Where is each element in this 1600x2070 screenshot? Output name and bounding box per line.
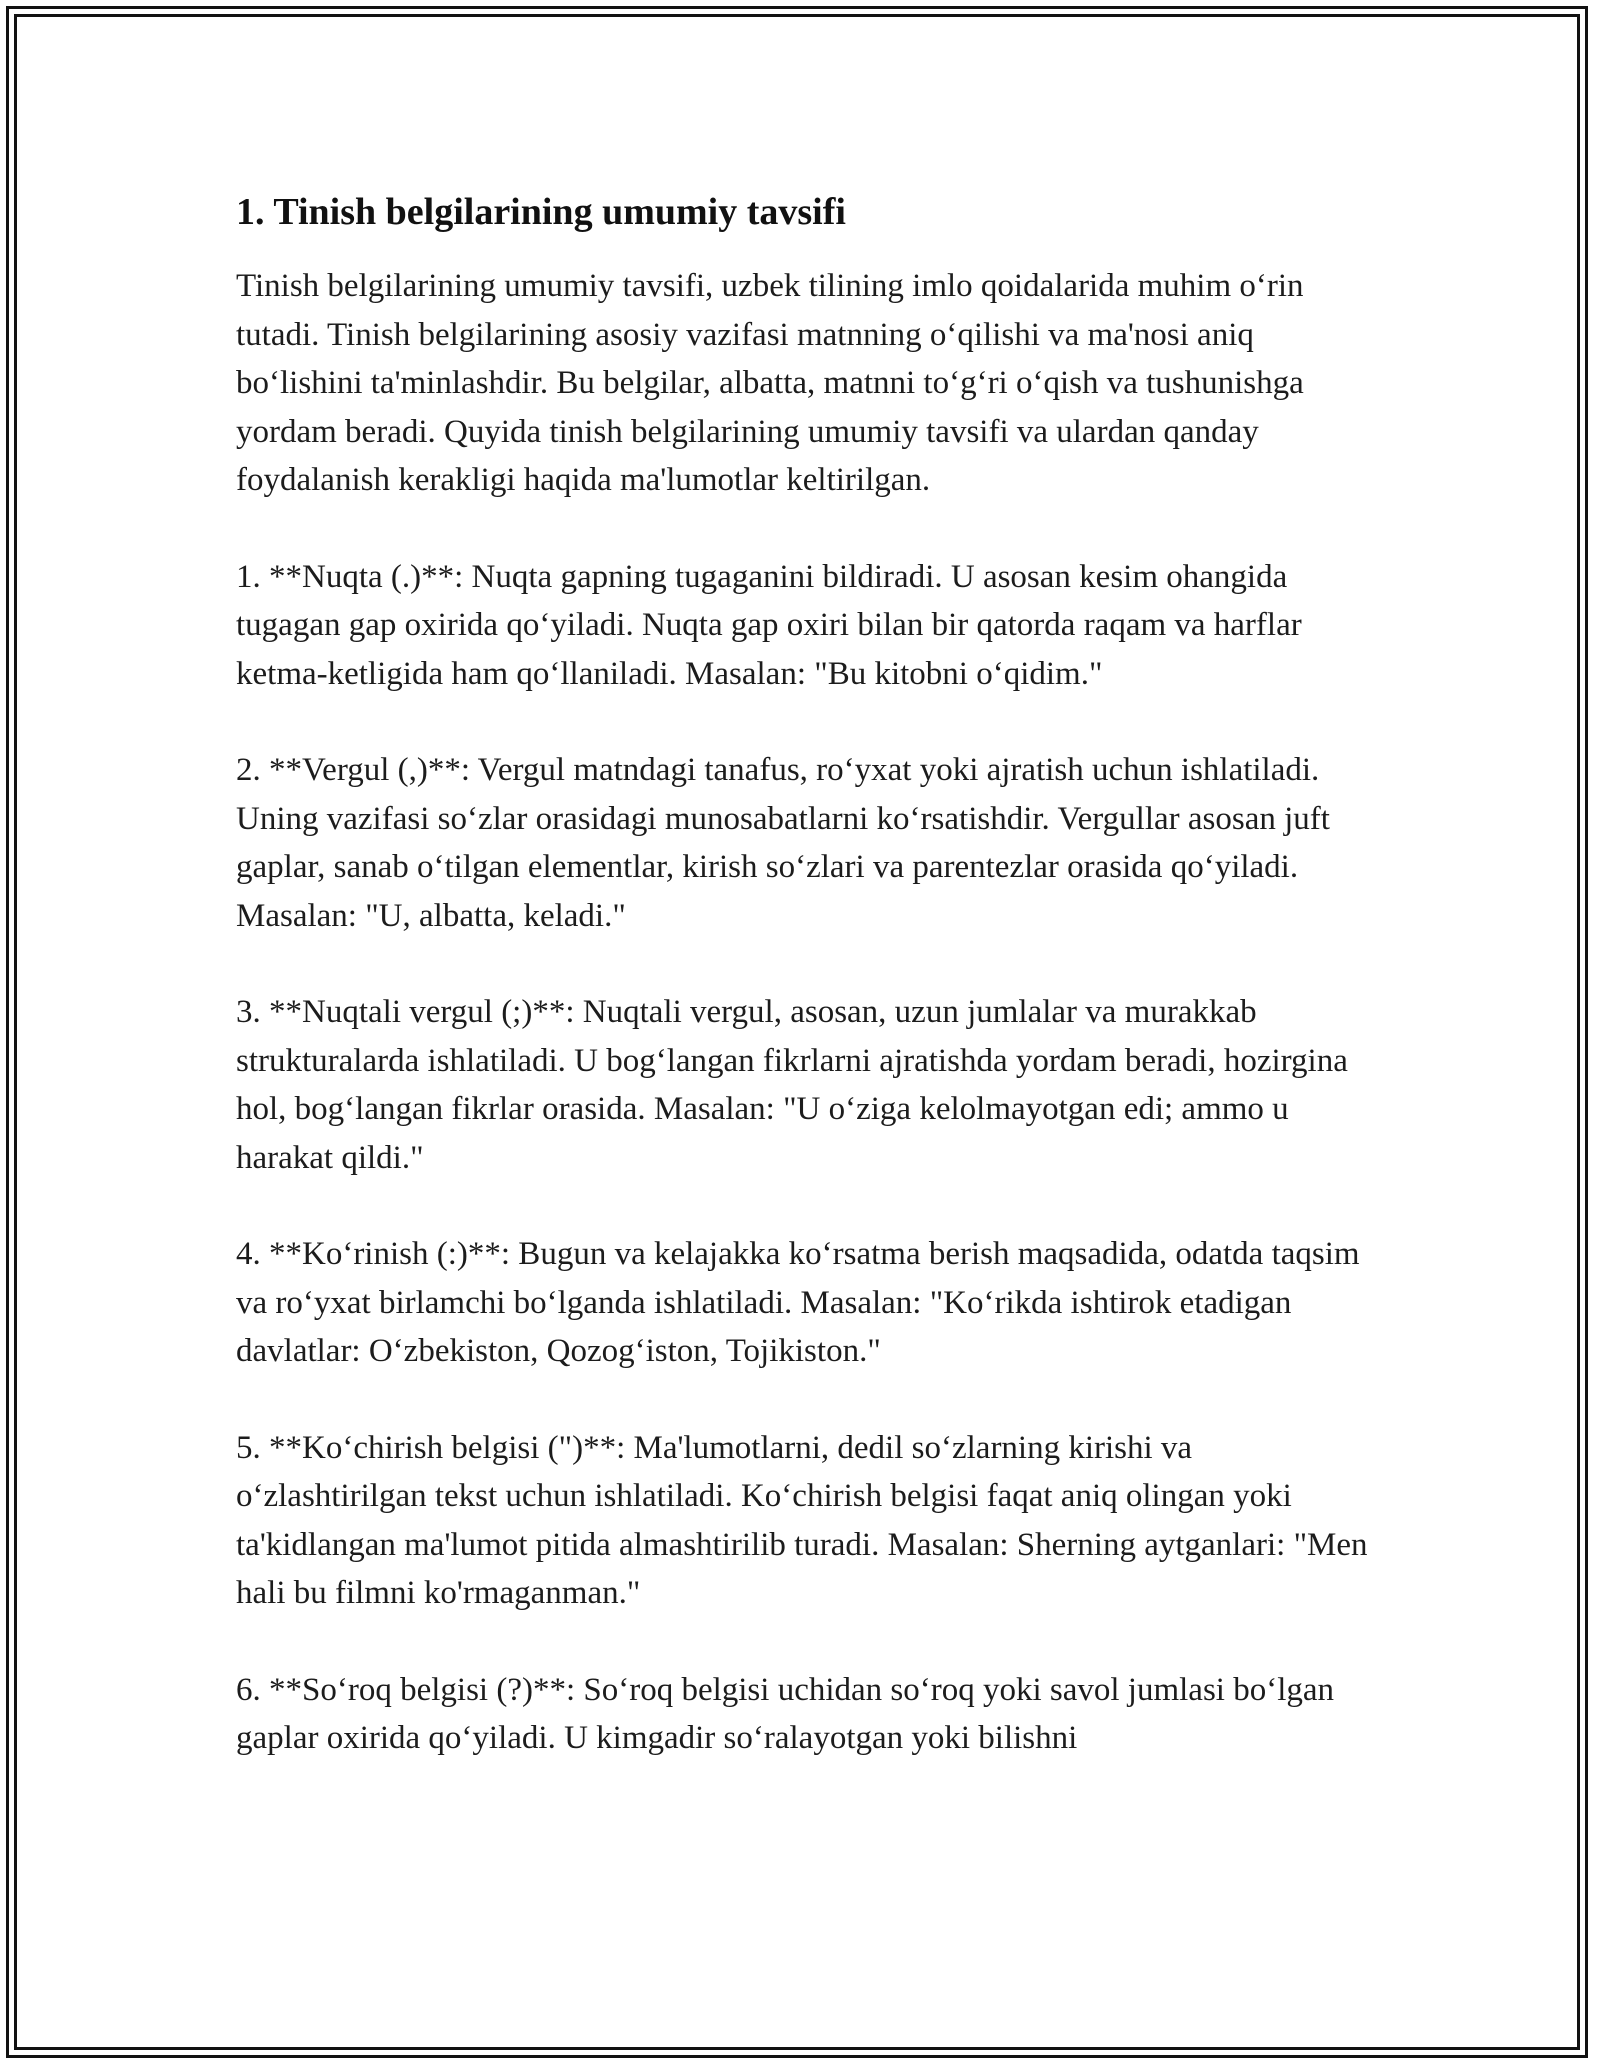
document-body — [236, 188, 1376, 1811]
intro-paragraph: Tinish belgilarining umumiy tavsifi, uzbek tilining imlo qoidalarida muhim o‘rin tutadi. Tinish belgilarining asosiy vazifasi matnning o‘qilishi va ma'nosi aniq bo‘lishini ta'minlashdir. Bu belgilar, albatta, matnni to‘g‘ri o‘qish va tushunishga yordam beradi. Quyida tinish belgilarining umumiy tavsifi va ulardan qanday foydalanish kerakligi haqida ma'lumotlar keltirilgan. — [236, 268, 1304, 498]
paragraph-soroq-belgisi: 6. **So‘roq belgisi (?)**: So‘roq belgisi uchidan so‘roq yoki savol jumlasi bo‘lgan gaplar oxirida qo‘yiladi. U kimgadir so‘ralayotgan yoki bilishni — [236, 1671, 1335, 1756]
paragraph-korinish: 4. **Ko‘rinish (:)**: Bugun va kelajakka ko‘rsatma berish maqsadida, odatda taqsim va ro‘yxat birlamchi bo‘lganda ishlatiladi. Masalan: "Ko‘rikda ishtirok etadigan davlatlar: O‘zbekiston, Qozog‘iston, Tojikiston." — [236, 1236, 1360, 1369]
paragraph-kochirish-belgisi: 5. **Ko‘chirish belgisi (")**: Ma'lumotlarni, dedil so‘zlarning kirishi va o‘zlashtirilgan tekst uchun ishlatiladi. Ko‘chirish belgisi faqat aniq olingan yoki ta'kidlangan ma'lumot pitida almashtirilib turadi. Masalan: Sherning aytganlari: "Men hali bu filmni ko'rmaganman." — [236, 1429, 1368, 1611]
section-heading: 1. Tinish belgilarining umumiy tavsifi — [236, 191, 846, 233]
paragraph-nuqta: 1. **Nuqta (.)**: Nuqta gapning tugaganini bildiradi. U asosan kesim ohangida tugagan gap oxirida qo‘yiladi. Nuqta gap oxiri bilan bir qatorda raqam va harflar ketma-ketligida ham qo‘llaniladi. Masalan: "Bu kitobni o‘qidim." — [236, 558, 1302, 692]
paragraph-vergul: 2. **Vergul (,)**: Vergul matndagi tanafus, ro‘yxat yoki ajratish uchun ishlatiladi. Uning vazifasi so‘zlar orasidagi munosabatlarni ko‘rsatishdir. Vergullar asosan juft gaplar, sanab o‘tilgan elementlar, kirish so‘zlari va parentezlar orasida qo‘yiladi. Masalan: "U, albatta, keladi." — [236, 752, 1330, 934]
paragraph-nuqtali-vergul: 3. **Nuqtali vergul (;)**: Nuqtali vergul, asosan, uzun jumlalar va murakkab strukturalarda ishlatiladi. U bog‘langan fikrlarni ajratishda yordam beradi, hozirgina hol, bog‘langan fikrlar orasida. Masalan: "U o‘ziga kelolmayotgan edi; ammo u harakat qildi." — [236, 994, 1348, 1176]
